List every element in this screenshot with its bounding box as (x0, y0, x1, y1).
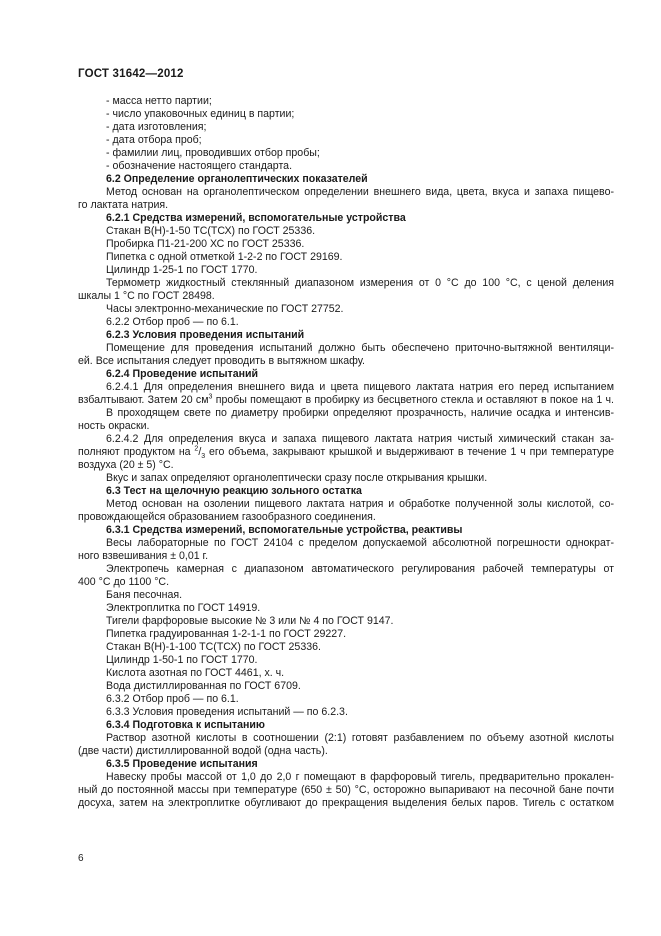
fraction-numerator: 2 (194, 445, 199, 453)
paragraph-line (78, 446, 614, 459)
paragraph-line: ный до постоянной массы при температуре (650 ± 50) °С, осторожно выпаривают на песочной бане почти (78, 784, 614, 796)
equipment-item: Стакан В(Н)-1-100 ТС(ТСХ) по ГОСТ 25336. (106, 641, 321, 653)
section-heading-6-2: 6.2 Определение органолептических показателей (106, 173, 368, 185)
paragraph-line: Навеску пробы массой от 1,0 до 2,0 г помещают в фарфоровый тигель, предварительно прокален- (106, 771, 614, 783)
list-item: - масса нетто партии; (106, 95, 212, 107)
paragraph-line: Метод основан на озолении пищевого лактата натрия и обработке полученной золы кислотой, со- (106, 498, 614, 510)
section-heading-6-3-4: 6.3.4 Подготовка к испытанию (106, 719, 265, 731)
list-item: - обозначение настоящего стандарта. (106, 160, 293, 172)
paragraph-line: ность окраски. (78, 420, 150, 432)
equipment-item: Цилиндр 1-25-1 по ГОСТ 1770. (106, 264, 258, 276)
equipment-item: Вода дистиллированная по ГОСТ 6709. (106, 680, 301, 692)
list-item: - дата изготовления; (106, 121, 207, 133)
paragraph-line: ного взвешивания ± 0,01 г. (78, 550, 209, 562)
clause-6-3-2: 6.3.2 Отбор проб — по 6.1. (106, 693, 239, 705)
text-run: полняют продуктом на (78, 446, 195, 458)
page-number: 6 (78, 853, 84, 864)
paragraph-line: го лактата натрия. (78, 199, 169, 211)
paragraph-line: провождающейся образованием газообразного соединения. (78, 511, 376, 523)
list-item: - дата отбора проб; (106, 134, 202, 146)
equipment-item: Часы электронно-механические по ГОСТ 27752. (106, 303, 344, 315)
text-run: его объема, закрывают крышкой и выдерживают в течение 1 ч при температуре (205, 446, 614, 458)
paragraph-line: 400 °С до 1100 °С. (78, 576, 170, 588)
list-item: - число упаковочных единиц в партии; (106, 108, 295, 120)
equipment-item: Термометр жидкостный стеклянный диапазоном измерения от 0 °С до 100 °С, с ценой деления (106, 277, 614, 289)
section-heading-6-3-1: 6.3.1 Средства измерений, вспомогательные устройства, реактивы (106, 524, 463, 536)
equipment-item: Электропечь камерная с диапазоном автоматического регулирования рабочей температуры от (106, 563, 614, 575)
superscript: 3 (208, 393, 213, 401)
paragraph-line: 6.2.4.1 Для определения внешнего вида и цвета пищевого лактата натрия его перед испытанием (106, 381, 614, 393)
text-run: взбалтывают. Затем 20 см (78, 394, 209, 406)
equipment-item: Цилиндр 1-50-1 по ГОСТ 1770. (106, 654, 258, 666)
text-run: пробы помещают в пробирку из бесцветного стекла и оставляют в покое на 1 ч. (212, 394, 614, 406)
section-heading-6-2-4: 6.2.4 Проведение испытаний (106, 368, 259, 380)
equipment-item: Тигели фарфоровые высокие № 3 или № 4 по ГОСТ 9147. (106, 615, 394, 627)
equipment-item: Пипетка с одной отметкой 1-2-2 по ГОСТ 29169. (106, 251, 343, 263)
paragraph-line: В проходящем свете по диаметру пробирки определяют прозрачность, наличие осадка и интенсив- (106, 407, 614, 419)
equipment-item: Стакан В(Н)-1-50 ТС(ТСХ) по ГОСТ 25336. (106, 225, 316, 237)
standard-header: ГОСТ 31642—2012 (78, 68, 184, 80)
paragraph-line: (две части) дистиллированной водой (одна часть). (78, 745, 328, 757)
paragraph-line: Раствор азотной кислоты в соотношении (2:1) готовят разбавлением по объему азотной кислоты (106, 732, 614, 744)
paragraph-line: Метод основан на органолептическом определении внешнего вида, цвета, вкуса и запаха пищево- (106, 186, 614, 198)
paragraph-line: ей. Все испытания следует проводить в вытяжном шкафу. (78, 355, 365, 367)
document-body (78, 95, 614, 810)
paragraph-line: Вкус и запах определяют органолептически сразу после открывания крышки. (106, 472, 488, 484)
section-heading-6-2-3: 6.2.3 Условия проведения испытаний (106, 329, 305, 341)
section-heading-6-3: 6.3 Тест на щелочную реакцию зольного остатка (106, 485, 362, 497)
equipment-item: Пробирка П1-21-200 ХС по ГОСТ 25336. (106, 238, 305, 250)
list-item: - фамилии лиц, проводивших отбор пробы; (106, 147, 320, 159)
paragraph-line: шкалы 1 °С по ГОСТ 28498. (78, 290, 215, 302)
paragraph-line: Помещение для проведения испытаний должно быть обеспечено приточно-вытяжной вентиляци- (106, 342, 614, 354)
clause-6-2-2: 6.2.2 Отбор проб — по 6.1. (106, 316, 239, 328)
fraction-slash: / (198, 446, 202, 458)
clause-6-3-3: 6.3.3 Условия проведения испытаний — по 6.2.3. (106, 706, 348, 718)
paragraph-line: досуха, затем на электроплитке обугливают до прекращения выделения белых паров. Тигель с остатком (78, 797, 614, 809)
section-heading-6-2-1: 6.2.1 Средства измерений, вспомогательные устройства (106, 212, 406, 224)
section-heading-6-3-5: 6.3.5 Проведение испытания (106, 758, 258, 770)
equipment-item: Пипетка градуированная 1-2-1-1 по ГОСТ 29227. (106, 628, 347, 640)
paragraph-line: 6.2.4.2 Для определения вкуса и запаха пищевого лактата натрия чистый химический стакан за- (106, 433, 614, 445)
paragraph-line: воздуха (20 ± 5) °С. (78, 459, 174, 471)
paragraph-line (78, 394, 614, 407)
batch-info-list (78, 95, 614, 173)
equipment-item: Весы лабораторные по ГОСТ 24104 с пределом допускаемой абсолютной погрешности однократ- (106, 537, 614, 549)
fraction-denominator: 3 (201, 453, 206, 461)
equipment-item: Кислота азотная по ГОСТ 4461, х. ч. (106, 667, 285, 679)
equipment-item: Баня песочная. (106, 589, 183, 601)
equipment-item: Электроплитка по ГОСТ 14919. (106, 602, 261, 614)
